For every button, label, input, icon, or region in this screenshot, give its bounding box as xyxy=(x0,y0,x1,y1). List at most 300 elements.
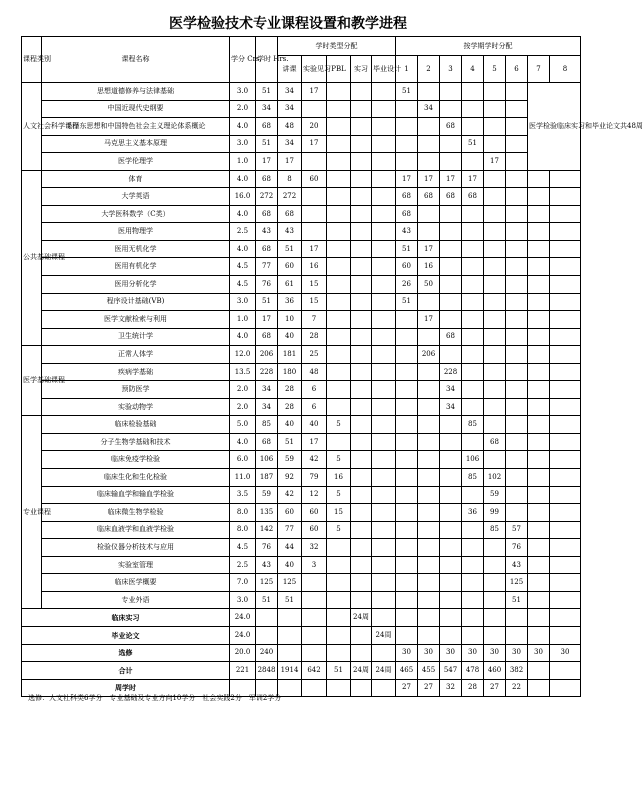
course-semester-1 xyxy=(396,433,418,451)
header-lab: 实验见习 xyxy=(302,56,327,83)
course-credits: 3.0 xyxy=(230,135,256,153)
weekly-hours-row-lab xyxy=(302,679,327,697)
elective-row-practice xyxy=(351,644,372,662)
course-semester-5 xyxy=(484,416,506,434)
course-credits: 3.0 xyxy=(230,591,256,609)
course-pbl xyxy=(327,398,351,416)
course-pbl xyxy=(327,135,351,153)
course-lecture: 68 xyxy=(278,205,302,223)
header-semester-5: 5 xyxy=(484,56,506,83)
course-semester-6 xyxy=(506,205,528,223)
course-semester-1 xyxy=(396,521,418,539)
course-semester-7 xyxy=(528,240,550,258)
elective-row-pbl xyxy=(327,644,351,662)
course-semester-6 xyxy=(506,416,528,434)
course-pbl xyxy=(327,556,351,574)
course-credits: 2.0 xyxy=(230,398,256,416)
course-pbl xyxy=(327,433,351,451)
course-lab: 12 xyxy=(302,486,327,504)
course-practice xyxy=(351,521,372,539)
course-thesis xyxy=(372,469,396,487)
course-name: 思想道德修养与法律基础 xyxy=(42,83,230,101)
table-row xyxy=(22,486,581,504)
course-hours: 187 xyxy=(256,469,278,487)
course-semester-2 xyxy=(418,118,440,136)
course-name: 医用有机化学 xyxy=(42,258,230,276)
course-hours: 68 xyxy=(256,170,278,188)
course-semester-8 xyxy=(550,328,581,346)
course-semester-7 xyxy=(528,398,550,416)
table-row xyxy=(22,504,581,522)
table-row xyxy=(22,521,581,539)
header-pbl: PBL xyxy=(327,56,351,83)
course-hours: 34 xyxy=(256,381,278,399)
course-hours: 59 xyxy=(256,486,278,504)
table-row xyxy=(22,223,581,241)
thesis-row-semester-2 xyxy=(418,626,440,644)
course-hours: 135 xyxy=(256,504,278,522)
weekly-hours-row-semester-8 xyxy=(550,679,581,697)
course-thesis xyxy=(372,328,396,346)
course-semester-6 xyxy=(506,170,528,188)
course-practice xyxy=(351,153,372,171)
header-semester-2: 2 xyxy=(418,56,440,83)
elective-row-label: 选修 xyxy=(22,644,230,662)
course-lab: 3 xyxy=(302,556,327,574)
course-semester-8 xyxy=(550,469,581,487)
course-semester-6 xyxy=(506,223,528,241)
course-semester-3 xyxy=(440,223,462,241)
table-row xyxy=(22,398,581,416)
table-row xyxy=(22,276,581,294)
course-lab: 15 xyxy=(302,293,327,311)
header-semester-4: 4 xyxy=(462,56,484,83)
course-credits: 3.5 xyxy=(230,486,256,504)
course-semester-5 xyxy=(484,591,506,609)
total-row-semester-4: 478 xyxy=(462,662,484,680)
course-thesis xyxy=(372,293,396,311)
course-name: 专业外语 xyxy=(42,591,230,609)
course-hours: 206 xyxy=(256,346,278,364)
course-thesis xyxy=(372,311,396,329)
weekly-hours-row-semester-4: 28 xyxy=(462,679,484,697)
header-semester-group: 按学期学时分配 xyxy=(396,37,581,56)
course-lab: 60 xyxy=(302,170,327,188)
course-pbl xyxy=(327,100,351,118)
course-semester-2 xyxy=(418,135,440,153)
thesis-row-hours xyxy=(256,626,278,644)
course-practice xyxy=(351,346,372,364)
course-credits: 4.5 xyxy=(230,539,256,557)
table-row xyxy=(22,153,581,171)
table-row xyxy=(22,416,581,434)
course-semester-6 xyxy=(506,311,528,329)
course-thesis xyxy=(372,451,396,469)
course-semester-7 xyxy=(528,205,550,223)
course-semester-5: 102 xyxy=(484,469,506,487)
course-semester-7 xyxy=(528,293,550,311)
category-label: 人文社会科学课程 xyxy=(22,83,42,171)
header-semester-7: 7 xyxy=(528,56,550,83)
elective-row-semester-1: 30 xyxy=(396,644,418,662)
course-semester-6 xyxy=(506,504,528,522)
course-semester-6 xyxy=(506,469,528,487)
course-practice xyxy=(351,135,372,153)
course-semester-8 xyxy=(550,398,581,416)
course-lab: 17 xyxy=(302,135,327,153)
total-row-semester-1: 465 xyxy=(396,662,418,680)
elective-row-thesis xyxy=(372,644,396,662)
course-hours: 51 xyxy=(256,83,278,101)
course-thesis xyxy=(372,223,396,241)
course-lecture: 34 xyxy=(278,100,302,118)
course-credits: 4.5 xyxy=(230,276,256,294)
weekly-hours-row-semester-1: 27 xyxy=(396,679,418,697)
course-credits: 4.0 xyxy=(230,433,256,451)
course-semester-4 xyxy=(462,240,484,258)
course-semester-7 xyxy=(528,451,550,469)
course-lecture: 43 xyxy=(278,223,302,241)
course-thesis xyxy=(372,398,396,416)
course-semester-3: 34 xyxy=(440,381,462,399)
course-semester-4 xyxy=(462,223,484,241)
course-semester-7 xyxy=(528,170,550,188)
total-row-hours: 2848 xyxy=(256,662,278,680)
clinical-internship-row-semester-7 xyxy=(528,609,550,627)
weekly-hours-row-semester-2: 27 xyxy=(418,679,440,697)
course-thesis xyxy=(372,240,396,258)
course-lab: 6 xyxy=(302,381,327,399)
course-semester-1 xyxy=(396,311,418,329)
total-row xyxy=(22,662,581,680)
course-semester-5 xyxy=(484,398,506,416)
table-row xyxy=(22,591,581,609)
course-credits: 4.0 xyxy=(230,118,256,136)
course-semester-2 xyxy=(418,451,440,469)
course-thesis xyxy=(372,100,396,118)
course-hours: 106 xyxy=(256,451,278,469)
course-semester-1 xyxy=(396,328,418,346)
weekly-hours-row-semester-6: 22 xyxy=(506,679,528,697)
course-pbl xyxy=(327,346,351,364)
course-hours: 85 xyxy=(256,416,278,434)
total-row-semester-3: 547 xyxy=(440,662,462,680)
course-lab xyxy=(302,188,327,206)
course-semester-5 xyxy=(484,293,506,311)
table-row xyxy=(22,135,581,153)
course-semester-7 xyxy=(528,258,550,276)
course-hours: 43 xyxy=(256,223,278,241)
course-practice xyxy=(351,223,372,241)
course-semester-4 xyxy=(462,276,484,294)
clinical-internship-row-semester-5 xyxy=(484,609,506,627)
course-credits: 3.0 xyxy=(230,83,256,101)
course-semester-8 xyxy=(550,591,581,609)
course-lab xyxy=(302,205,327,223)
course-thesis xyxy=(372,83,396,101)
course-lecture: 8 xyxy=(278,170,302,188)
clinical-internship-row-semester-4 xyxy=(462,609,484,627)
clinical-internship-row-semester-6 xyxy=(506,609,528,627)
course-semester-4 xyxy=(462,398,484,416)
course-semester-3 xyxy=(440,556,462,574)
elective-row-semester-4: 30 xyxy=(462,644,484,662)
course-semester-4 xyxy=(462,574,484,592)
course-semester-8 xyxy=(550,311,581,329)
course-semester-5 xyxy=(484,223,506,241)
course-semester-5 xyxy=(484,83,506,101)
elective-row-semester-7: 30 xyxy=(528,644,550,662)
course-semester-3 xyxy=(440,539,462,557)
course-semester-5 xyxy=(484,188,506,206)
course-pbl xyxy=(327,170,351,188)
course-semester-8 xyxy=(550,539,581,557)
course-pbl xyxy=(327,205,351,223)
course-practice xyxy=(351,276,372,294)
course-semester-2 xyxy=(418,381,440,399)
elective-row-semester-2: 30 xyxy=(418,644,440,662)
course-pbl xyxy=(327,240,351,258)
course-lab: 7 xyxy=(302,311,327,329)
course-semester-6 xyxy=(506,381,528,399)
table-row xyxy=(22,346,581,364)
course-pbl xyxy=(327,258,351,276)
course-lab: 16 xyxy=(302,258,327,276)
course-lecture: 92 xyxy=(278,469,302,487)
course-semester-2 xyxy=(418,539,440,557)
course-semester-5: 17 xyxy=(484,153,506,171)
course-lecture: 59 xyxy=(278,451,302,469)
weekly-hours-row-semester-7 xyxy=(528,679,550,697)
table-row xyxy=(22,118,581,136)
course-semester-3 xyxy=(440,346,462,364)
course-lecture: 181 xyxy=(278,346,302,364)
course-semester-7 xyxy=(528,433,550,451)
table-row xyxy=(22,556,581,574)
elective-row-semester-3: 30 xyxy=(440,644,462,662)
course-practice xyxy=(351,451,372,469)
weekly-hours-row-pbl xyxy=(327,679,351,697)
course-semester-4 xyxy=(462,258,484,276)
course-semester-8 xyxy=(550,433,581,451)
course-practice xyxy=(351,188,372,206)
course-name: 实验室管理 xyxy=(42,556,230,574)
course-semester-4 xyxy=(462,328,484,346)
course-name: 医用分析化学 xyxy=(42,276,230,294)
course-credits: 13.5 xyxy=(230,363,256,381)
course-semester-4 xyxy=(462,100,484,118)
course-lecture: 125 xyxy=(278,574,302,592)
course-thesis xyxy=(372,276,396,294)
course-semester-8 xyxy=(550,363,581,381)
course-semester-2: 68 xyxy=(418,188,440,206)
course-lecture: 28 xyxy=(278,381,302,399)
course-name: 疾病学基础 xyxy=(42,363,230,381)
course-credits: 7.0 xyxy=(230,574,256,592)
course-semester-1 xyxy=(396,416,418,434)
course-credits: 2.5 xyxy=(230,223,256,241)
header-lecture: 讲课 xyxy=(278,56,302,83)
course-thesis xyxy=(372,135,396,153)
course-semester-5 xyxy=(484,135,506,153)
total-row-credits: 221 xyxy=(230,662,256,680)
course-semester-6 xyxy=(506,258,528,276)
course-credits: 5.0 xyxy=(230,416,256,434)
course-pbl xyxy=(327,276,351,294)
course-semester-1: 51 xyxy=(396,293,418,311)
course-thesis xyxy=(372,346,396,364)
course-semester-5: 99 xyxy=(484,504,506,522)
course-practice xyxy=(351,170,372,188)
table-row xyxy=(22,433,581,451)
elective-row-semester-6: 30 xyxy=(506,644,528,662)
course-semester-3 xyxy=(440,293,462,311)
course-name: 临床医学概要 xyxy=(42,574,230,592)
course-semester-2 xyxy=(418,504,440,522)
course-name: 医学伦理学 xyxy=(42,153,230,171)
elective-row-lecture xyxy=(278,644,302,662)
course-semester-1 xyxy=(396,346,418,364)
course-semester-2 xyxy=(418,328,440,346)
course-semester-6 xyxy=(506,293,528,311)
course-semester-3: 68 xyxy=(440,328,462,346)
course-semester-4: 68 xyxy=(462,188,484,206)
course-semester-4 xyxy=(462,118,484,136)
course-lab: 32 xyxy=(302,539,327,557)
course-semester-6: 51 xyxy=(506,591,528,609)
table-row xyxy=(22,328,581,346)
course-practice xyxy=(351,381,372,399)
course-semester-3 xyxy=(440,416,462,434)
thesis-row-pbl xyxy=(327,626,351,644)
course-practice xyxy=(351,486,372,504)
course-semester-3 xyxy=(440,153,462,171)
course-semester-6 xyxy=(506,118,528,136)
course-semester-1 xyxy=(396,118,418,136)
total-row-semester-2: 455 xyxy=(418,662,440,680)
course-practice xyxy=(351,539,372,557)
clinical-internship-row-lecture xyxy=(278,609,302,627)
course-name: 临床输血学和输血学检验 xyxy=(42,486,230,504)
course-lab: 48 xyxy=(302,363,327,381)
thesis-row-semester-3 xyxy=(440,626,462,644)
course-semester-7 xyxy=(528,556,550,574)
weekly-hours-row-thesis xyxy=(372,679,396,697)
course-semester-3: 17 xyxy=(440,170,462,188)
table-row xyxy=(22,188,581,206)
course-pbl: 5 xyxy=(327,416,351,434)
table-row xyxy=(22,258,581,276)
clinical-internship-row-semester-2 xyxy=(418,609,440,627)
course-semester-4 xyxy=(462,153,484,171)
elective-row-semester-8: 30 xyxy=(550,644,581,662)
course-pbl: 5 xyxy=(327,486,351,504)
course-semester-1 xyxy=(396,398,418,416)
course-name: 临床免疫学检验 xyxy=(42,451,230,469)
category-label: 医学基础课程 xyxy=(22,346,42,416)
table-row xyxy=(22,469,581,487)
course-name: 医用无机化学 xyxy=(42,240,230,258)
course-semester-6 xyxy=(506,135,528,153)
course-semester-7 xyxy=(528,574,550,592)
course-semester-1 xyxy=(396,381,418,399)
header-semester-6: 6 xyxy=(506,56,528,83)
course-semester-2: 17 xyxy=(418,170,440,188)
course-pbl xyxy=(327,83,351,101)
course-semester-5 xyxy=(484,118,506,136)
course-credits: 1.0 xyxy=(230,153,256,171)
course-lab: 28 xyxy=(302,328,327,346)
course-semester-5 xyxy=(484,311,506,329)
course-lab xyxy=(302,223,327,241)
course-thesis xyxy=(372,118,396,136)
course-semester-2: 34 xyxy=(418,100,440,118)
table-row xyxy=(22,293,581,311)
course-lab: 17 xyxy=(302,433,327,451)
clinical-internship-row-thesis xyxy=(372,609,396,627)
course-thesis xyxy=(372,504,396,522)
course-lecture: 36 xyxy=(278,293,302,311)
total-row-lecture: 1914 xyxy=(278,662,302,680)
elective-row-credits: 20.0 xyxy=(230,644,256,662)
header-semester-1: 1 xyxy=(396,56,418,83)
course-semester-4: 106 xyxy=(462,451,484,469)
clinical-internship-row-semester-1 xyxy=(396,609,418,627)
course-hours: 68 xyxy=(256,240,278,258)
course-semester-2 xyxy=(418,416,440,434)
course-lab: 20 xyxy=(302,118,327,136)
clinical-internship-row-label: 临床实习 xyxy=(22,609,230,627)
course-lecture: 40 xyxy=(278,416,302,434)
course-pbl xyxy=(327,363,351,381)
course-practice xyxy=(351,591,372,609)
header-course-name: 课程名称 xyxy=(42,37,230,83)
course-lab: 17 xyxy=(302,83,327,101)
course-semester-3 xyxy=(440,469,462,487)
course-semester-7 xyxy=(528,363,550,381)
clinical-internship-row-semester-3 xyxy=(440,609,462,627)
course-pbl xyxy=(327,381,351,399)
course-credits: 3.0 xyxy=(230,293,256,311)
course-name: 卫生统计学 xyxy=(42,328,230,346)
course-lab: 17 xyxy=(302,240,327,258)
table-row xyxy=(22,539,581,557)
course-semester-2 xyxy=(418,153,440,171)
weekly-hours-row-practice xyxy=(351,679,372,697)
course-semester-7 xyxy=(528,504,550,522)
weekly-hours-row-semester-3: 32 xyxy=(440,679,462,697)
clinical-internship-row-hours xyxy=(256,609,278,627)
course-semester-4 xyxy=(462,539,484,557)
thesis-row-lab xyxy=(302,626,327,644)
course-semester-2: 17 xyxy=(418,240,440,258)
header-credits: 学分 Crs. xyxy=(230,37,256,83)
course-semester-2 xyxy=(418,363,440,381)
course-credits: 8.0 xyxy=(230,504,256,522)
course-hours: 68 xyxy=(256,118,278,136)
elective-row-semester-5: 30 xyxy=(484,644,506,662)
course-semester-3 xyxy=(440,591,462,609)
course-pbl xyxy=(327,188,351,206)
course-lecture: 48 xyxy=(278,118,302,136)
course-semester-3: 34 xyxy=(440,398,462,416)
total-row-semester-7 xyxy=(528,662,550,680)
table-row xyxy=(22,240,581,258)
course-lecture: 61 xyxy=(278,276,302,294)
course-semester-2: 16 xyxy=(418,258,440,276)
course-lecture: 51 xyxy=(278,240,302,258)
course-semester-8 xyxy=(550,188,581,206)
